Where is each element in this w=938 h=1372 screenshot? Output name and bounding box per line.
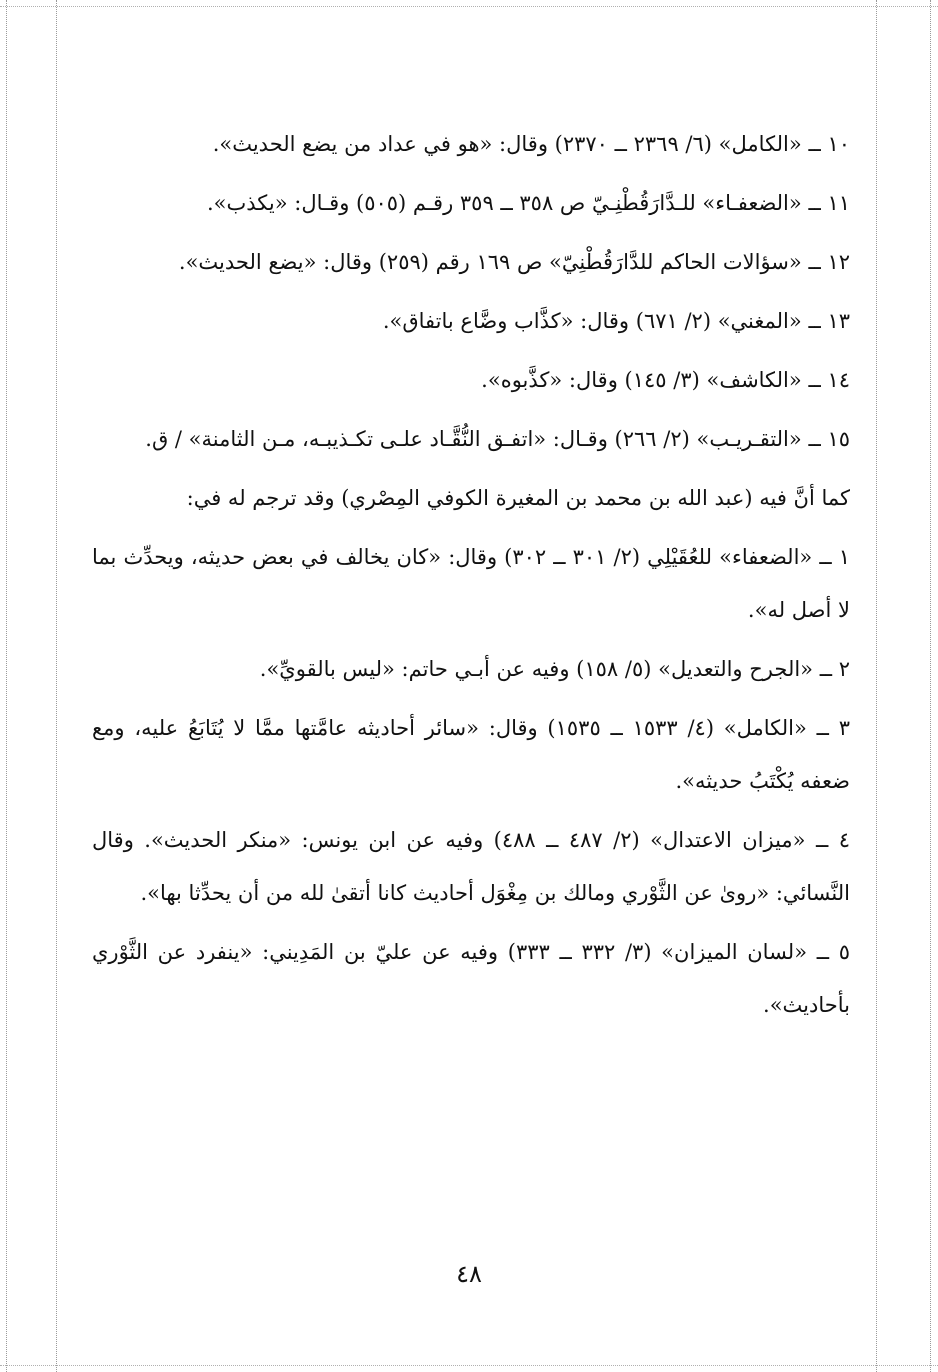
item-dash: ــ	[808, 132, 821, 156]
reference-item-5	[92, 926, 850, 1032]
reference-item-2	[92, 643, 850, 696]
reference-item-12	[92, 236, 850, 289]
item-number: ١	[838, 545, 850, 569]
item-number: ١٢	[827, 250, 850, 274]
item-number: ١١	[827, 191, 850, 215]
reference-item-10	[92, 118, 850, 171]
margin-guide-bottom	[0, 1365, 938, 1366]
item-dash: ــ	[808, 427, 821, 451]
reference-item-11	[92, 177, 850, 230]
item-text: «ميزان الاعتدال» (٢/ ٤٨٧ ــ ٤٨٨) وفيه عن ابن يونس: «منكر الحديث». وقال النَّسائي: «روىٰ عن الثَّوْري ومالك بن مِغْوَل أحاديث كانا أتقىٰ لله من أن يحدِّثا بها».	[92, 828, 850, 905]
page-number: ٤٨	[456, 1260, 482, 1288]
reference-item-3	[92, 702, 850, 808]
reference-item-13	[92, 295, 850, 348]
item-number: ١٣	[827, 309, 850, 333]
item-number: ١٤	[827, 368, 850, 392]
reference-item-15	[92, 413, 850, 466]
item-text: «الضعفـاء» للـدَّارَقُطْنِـيّ ص ٣٥٨ ــ ٣٥٩ رقـم (٥٠٥) وقـال: «يكذب».	[206, 191, 802, 215]
item-dash: ــ	[815, 828, 829, 852]
item-text: «الكاشف» (٣/ ١٤٥) وقال: «كذَّبوه».	[481, 368, 802, 392]
intro-paragraph	[92, 472, 850, 525]
item-text: «التقـريـب» (٢/ ٢٦٦) وقـال: «اتفـق النُّقَّـاد علـى تكـذيبـه، مـن الثامنة» / ق.	[145, 427, 802, 451]
item-text: «سؤالات الحاكم للدَّارَقُطْنِيّ» ص ١٦٩ رقم (٢٥٩) وقال: «يضع الحديث».	[178, 250, 802, 274]
item-number: ٤	[838, 828, 850, 852]
item-number: ١٠	[827, 132, 850, 156]
item-dash: ــ	[808, 368, 821, 392]
item-dash: ــ	[808, 191, 821, 215]
item-number: ٥	[838, 940, 850, 964]
item-number: ٢	[838, 657, 850, 681]
item-dash: ــ	[819, 657, 833, 681]
margin-guide-right-inner	[876, 0, 877, 1372]
item-text: «الجرح والتعديل» (٥/ ١٥٨) وفيه عن أبـي حاتم: «ليس بالقويِّ».	[259, 657, 814, 681]
page-body	[92, 118, 850, 1038]
reference-item-4	[92, 814, 850, 920]
item-dash: ــ	[816, 940, 830, 964]
intro-text: كما أنَّ فيه (عبد الله بن محمد بن المغيرة الكوفي المِصْري) وقد ترجم له في:	[186, 486, 850, 510]
item-dash: ــ	[816, 716, 829, 740]
item-dash: ــ	[808, 309, 821, 333]
margin-guide-top	[0, 6, 938, 7]
item-text: «المغني» (٢/ ٦٧١) وقال: «كذَّاب وضَّاع باتفاق».	[382, 309, 802, 333]
item-dash: ــ	[819, 545, 832, 569]
margin-guide-left-inner	[56, 0, 57, 1372]
item-text: «الكامل» (٦/ ٢٣٦٩ ــ ٢٣٧٠) وقال: «هو في عداد من يضع الحديث».	[212, 132, 802, 156]
item-dash: ــ	[808, 250, 821, 274]
reference-item-14	[92, 354, 850, 407]
margin-guide-left-outer	[6, 0, 7, 1372]
item-number: ٣	[838, 716, 850, 740]
item-text: «الكامل» (٤/ ١٥٣٣ ــ ١٥٣٥) وقال: «سائر أحاديثه عامَّتها ممَّا لا يُتَابَعُ عليه، ومع ضعفه يُكْتَبُ حديثه».	[92, 716, 850, 793]
reference-item-1	[92, 531, 850, 637]
item-text: «الضعفاء» للعُقَيْلِي (٢/ ٣٠١ ــ ٣٠٢) وقال: «كان يخالف في بعض حديثه، ويحدِّث بما لا أصل له».	[92, 545, 850, 622]
margin-guide-right-outer	[930, 0, 931, 1372]
item-number: ١٥	[827, 427, 850, 451]
item-text: «لسان الميزان» (٣/ ٣٣٢ ــ ٣٣٣) وفيه عن عليّ بن المَدِيني: «ينفرد عن الثَّوْري بأحاديث».	[92, 940, 850, 1017]
